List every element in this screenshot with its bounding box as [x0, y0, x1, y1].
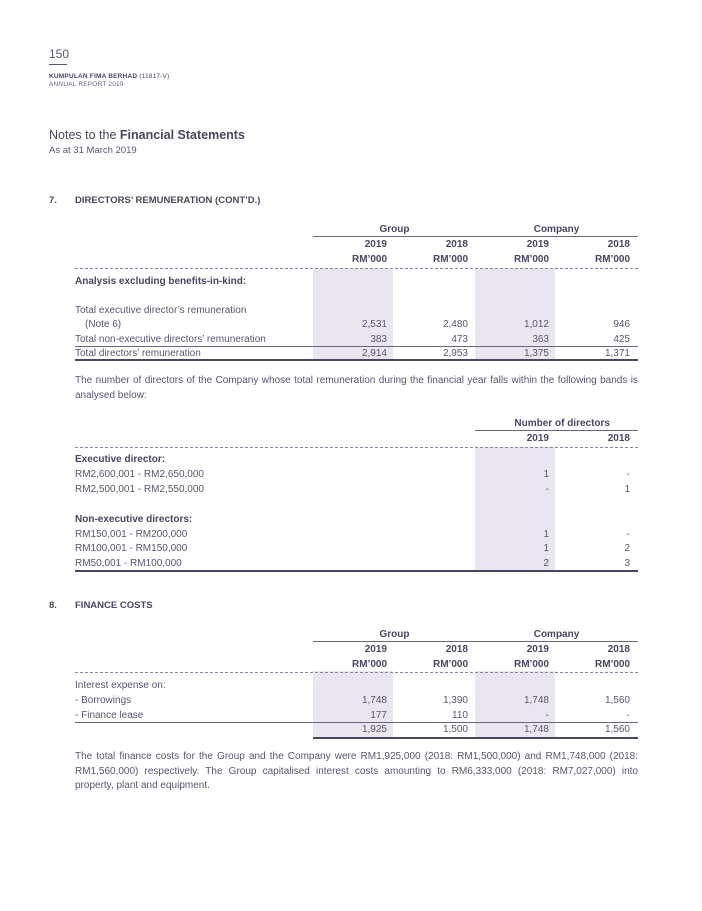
band-label: RM2,500,001 - RM2,550,000: [75, 484, 204, 495]
cell: 2,480: [442, 319, 468, 330]
band-cell: 1: [543, 543, 549, 554]
note8-year: 2019: [526, 644, 549, 655]
note8-paragraph: The total finance costs for the Group and the Company were RM1,925,000 (2018: RM1,500,000) and RM1,748,000 (2018: RM1,560,000) respectively. The Group capitalised interest costs amounting to RM6,333,000 (2018: RM7,027,000) into property, plant and equipment.: [75, 751, 638, 791]
band-cell: -: [626, 469, 630, 480]
note8-number: 8.: [49, 600, 57, 611]
note8-unit: RM’000: [351, 659, 387, 670]
band-cell: -: [626, 529, 630, 540]
cell: -: [626, 710, 630, 721]
note7-company-label: Company: [533, 224, 580, 235]
report-name: ANNUAL REPORT 2019: [49, 81, 124, 88]
note8-group-label: Group: [379, 629, 410, 640]
note7-year: 2018: [445, 239, 468, 250]
cell: -: [545, 710, 549, 721]
row-label-note: (Note 6): [85, 319, 122, 330]
bands-year: 2018: [607, 433, 630, 444]
cell: 1,748: [523, 695, 549, 706]
subtotal-rule: [75, 722, 638, 723]
group-underline: [313, 641, 475, 642]
band-cell: -: [545, 484, 549, 495]
row-label: Total non-executive directors’ remuneration: [75, 334, 266, 345]
interest-heading: Interest expense on:: [75, 680, 166, 691]
cell: 363: [532, 334, 549, 345]
page-number: 150: [49, 47, 70, 61]
note8-header-divider: [75, 672, 638, 673]
note8-title: FINANCE COSTS: [75, 600, 153, 611]
row-label: Total directors’ remuneration: [75, 348, 201, 359]
band-cell: 2: [624, 543, 630, 554]
company-underline: [475, 236, 638, 237]
note8-total-rule: [313, 737, 638, 739]
page-subtitle: As at 31 March 2019: [49, 145, 137, 156]
note8-unit: RM’000: [513, 659, 549, 670]
exec-heading: Executive director:: [75, 454, 166, 465]
band-cell: 1: [543, 529, 549, 540]
row-label: Total executive director’s remuneration: [75, 305, 247, 316]
note8-year: 2019: [364, 644, 387, 655]
note7-year: 2018: [607, 239, 630, 250]
cell: 1,371: [604, 348, 630, 359]
note7-unit: RM’000: [351, 254, 387, 265]
bands-divider: [75, 447, 638, 448]
analysis-heading: Analysis excluding benefits-in-kind:: [75, 276, 247, 287]
page-number-rule: [49, 64, 67, 65]
note7-number: 7.: [49, 195, 57, 206]
note7-group-label: Group: [379, 224, 410, 235]
cell: 383: [370, 334, 387, 345]
total-cell: 1,500: [442, 724, 468, 735]
note8-company-label: Company: [533, 629, 580, 640]
band-label: RM50,001 - RM100,000: [75, 558, 182, 569]
cell: 2,914: [361, 348, 387, 359]
group-underline: [313, 236, 475, 237]
row-label: - Borrowings: [75, 695, 132, 706]
cell: 425: [613, 334, 630, 345]
cell: 1,560: [604, 695, 630, 706]
band-cell: 1: [624, 484, 630, 495]
cell: 1,012: [523, 319, 549, 330]
page-title-prefix: Notes to the: [49, 128, 120, 142]
page-title-bold: Financial Statements: [119, 128, 245, 142]
row-label: - Finance lease: [75, 710, 144, 721]
note7-year: 2019: [526, 239, 549, 250]
bands-header: Number of directors: [514, 418, 610, 429]
band-cell: 3: [624, 558, 630, 569]
company-underline: [475, 641, 638, 642]
cell: 1,748: [361, 695, 387, 706]
bands-year: 2019: [526, 433, 549, 444]
cell: 2,953: [442, 348, 468, 359]
total-cell: 1,925: [361, 724, 387, 735]
note7-unit: RM’000: [432, 254, 468, 265]
band-cell: 2: [543, 558, 549, 569]
total-cell: 1,748: [523, 724, 549, 735]
note7-paragraph: The number of directors of the Company whose total remuneration during the financial year falls within the following bands is analysed below:: [75, 375, 638, 401]
company-name: KUMPULAN FIMA BERHAD: [49, 73, 138, 80]
cell: 177: [370, 710, 387, 721]
note8-unit: RM’000: [432, 659, 468, 670]
note7-year: 2019: [364, 239, 387, 250]
total-rule: [75, 359, 638, 361]
subtotal-rule: [75, 346, 638, 347]
company-name-line: [49, 73, 170, 80]
note7-title: DIRECTORS’ REMUNERATION (CONT’D.): [75, 195, 261, 206]
bands-total-rule: [75, 570, 638, 572]
band-label: RM100,001 - RM150,000: [75, 543, 188, 554]
note8-year: 2018: [607, 644, 630, 655]
note8-unit: RM’000: [594, 659, 630, 670]
note7-header-divider: [75, 268, 638, 269]
company-reg: (11817-V): [139, 73, 170, 80]
total-cell: 1,560: [604, 724, 630, 735]
note7-unit: RM’000: [594, 254, 630, 265]
band-label: RM150,001 - RM200,000: [75, 529, 188, 540]
cell: 1,390: [442, 695, 468, 706]
nonexec-heading: Non-executive directors:: [75, 514, 193, 525]
page-title: [49, 128, 245, 142]
cell: 2,531: [361, 319, 387, 330]
cell: 473: [451, 334, 468, 345]
bands-header-underline: [475, 430, 638, 431]
cell: 1,375: [523, 348, 549, 359]
cell: 946: [613, 319, 630, 330]
note8-year: 2018: [445, 644, 468, 655]
cell: 110: [452, 710, 468, 721]
band-cell: 1: [543, 469, 549, 480]
band-label: RM2,600,001 - RM2,650,000: [75, 469, 204, 480]
note7-unit: RM’000: [513, 254, 549, 265]
